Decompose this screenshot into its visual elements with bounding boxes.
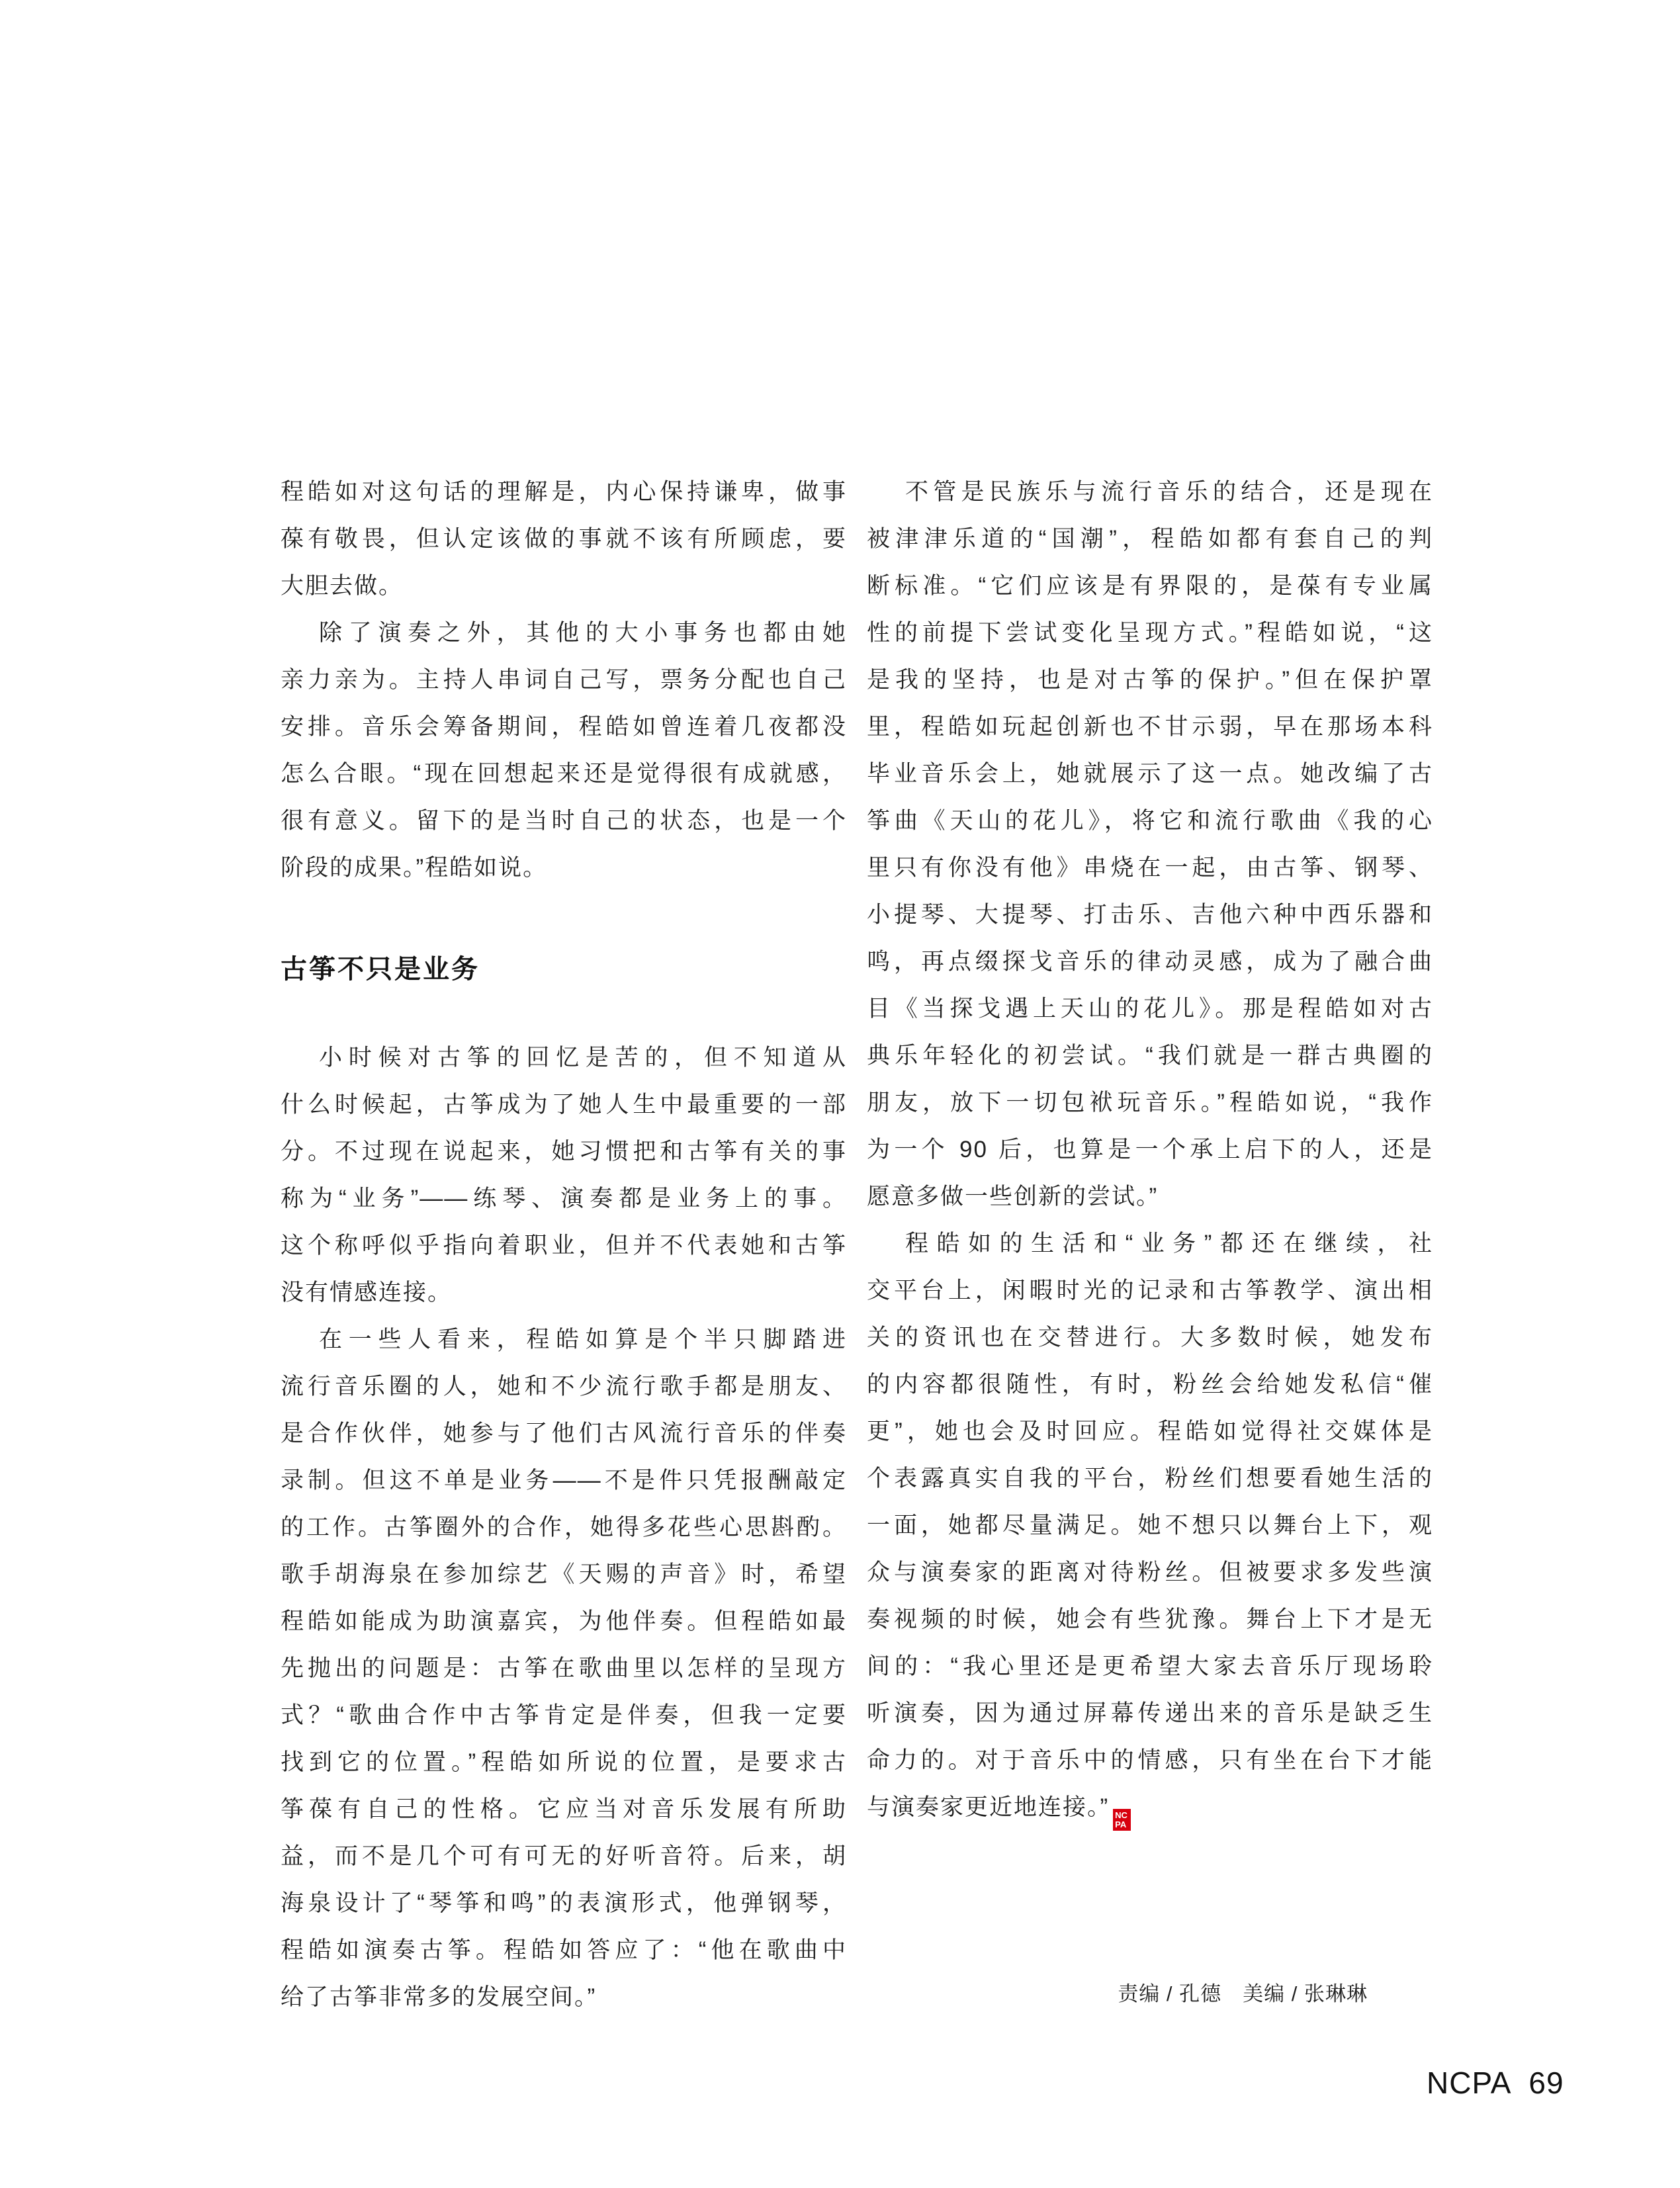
text-line: 里只有你没有他》串烧在一起，由古筝、钢琴、 <box>867 855 1433 881</box>
text-line: 式？“歌曲合作中古筝肯定是伴奏，但我一定要 <box>281 1702 847 1728</box>
text-line: 交平台上，闲暇时光的记录和古筝教学、演出相 <box>867 1278 1433 1303</box>
text-line: 断标准。“它们应该是有界限的，是葆有专业属 <box>867 573 1433 599</box>
text-line: 怎么合眼。“现在回想起来还是觉得很有成就感， <box>281 761 847 787</box>
text-line: 奏视频的时候，她会有些犹豫。舞台上下才是无 <box>867 1606 1433 1632</box>
text-line: 筝曲《天山的花儿》，将它和流行歌曲《我的心 <box>867 808 1433 834</box>
text-line: 听演奏，因为通过屏幕传递出来的音乐是缺乏生 <box>867 1700 1433 1726</box>
page-footer <box>1427 2066 1564 2100</box>
text-line: 亲力亲为。主持人串词自己写，票务分配也自己 <box>281 667 847 693</box>
text-line: 录制。但这不单是业务——不是件只凭报酬敲定 <box>281 1467 847 1493</box>
text-line: 很有意义。留下的是当时自己的状态，也是一个 <box>281 808 847 834</box>
text-line: 没有情感连接。 <box>281 1280 453 1305</box>
text-line: 是我的坚持，也是对古筝的保护。”但在保护罩 <box>867 667 1433 693</box>
text-line: 阶段的成果。”程皓如说。 <box>281 855 548 881</box>
text-line: 程皓如演奏古筝。程皓如答应了：“他在歌曲中 <box>281 1937 847 1963</box>
text-line: 鸣，再点缀探戈音乐的律动灵感，成为了融合曲 <box>867 949 1433 975</box>
text-line: 找到它的位置。”程皓如所说的位置，是要求古 <box>281 1749 847 1775</box>
text-line: 众与演奏家的距离对待粉丝。但被要求多发些演 <box>867 1559 1433 1585</box>
text-line: 的工作。古筝圈外的合作，她得多花些心思斟酌。 <box>281 1514 847 1540</box>
text-line: 程皓如对这句话的理解是，内心保持谦卑，做事 <box>281 479 847 505</box>
text-line: 个表露真实自我的平台，粉丝们想要看她生活的 <box>867 1466 1433 1491</box>
text-line: 小提琴、大提琴、打击乐、吉他六种中西乐器和 <box>867 902 1433 928</box>
text-line: 程皓如能成为助演嘉宾，为他伴奏。但程皓如最 <box>281 1608 847 1634</box>
text-line: 这个称呼似乎指向着职业，但并不代表她和古筝 <box>281 1233 847 1258</box>
text-line: 程皓如的生活和“业务”都还在继续，社 <box>905 1231 1433 1256</box>
text-line: 除了演奏之外，其他的大小事务也都由她 <box>319 620 847 646</box>
text-line: 是合作伙伴，她参与了他们古风流行音乐的伴奏 <box>281 1421 847 1446</box>
text-line: 给了古筝非常多的发展空间。” <box>281 1984 597 2010</box>
text-line: 与演奏家更近地连接。” NC PA <box>867 1784 1433 1831</box>
text-line: 称为“业务”——练琴、演奏都是业务上的事。 <box>281 1186 847 1211</box>
footer-brand: NCPA <box>1427 2066 1512 2100</box>
text-line: 典乐年轻化的初尝试。“我们就是一群古典圈的 <box>867 1043 1433 1069</box>
text-line: 大胆去做。 <box>281 573 404 599</box>
text-line: 安排。音乐会筹备期间，程皓如曾连着几夜都没 <box>281 714 847 740</box>
text-line: 间的：“我心里还是更希望大家去音乐厅现场聆 <box>867 1653 1433 1679</box>
text-line: 性的前提下尝试变化呈现方式。”程皓如说，“这 <box>867 620 1433 646</box>
text-line: 筝葆有自己的性格。它应当对音乐发展有所助 <box>281 1796 847 1822</box>
footer-page-number: 69 <box>1528 2066 1564 2100</box>
text-line: 歌手胡海泉在参加综艺《天赐的声音》时，希望 <box>281 1561 847 1587</box>
text-line: 不管是民族乐与流行音乐的结合，还是现在 <box>905 479 1433 505</box>
text-line: 流行音乐圈的人，她和不少流行歌手都是朋友、 <box>281 1374 847 1399</box>
text-line: 分。不过现在说起来，她习惯把和古筝有关的事 <box>281 1139 847 1164</box>
text-line: 被津津乐道的“国潮”，程皓如都有套自己的判 <box>867 526 1433 552</box>
text-line: 命力的。对于音乐中的情感，只有坐在台下才能 <box>867 1747 1433 1773</box>
text-line: 在一些人看来，程皓如算是个半只脚踏进 <box>319 1327 847 1352</box>
text-line: 益，而不是几个可有可无的好听音符。后来，胡 <box>281 1843 847 1869</box>
right-text-column <box>867 468 1433 1831</box>
section-heading: 古筝不只是业务 <box>281 955 480 984</box>
text-line: 关的资讯也在交替进行。大多数时候，她发布 <box>867 1325 1433 1350</box>
left-text-column <box>281 468 847 2021</box>
text-line: 毕业音乐会上，她就展示了这一点。她改编了古 <box>867 761 1433 787</box>
text-line: 海泉设计了“琴筝和鸣”的表演形式，他弹钢琴， <box>281 1890 847 1916</box>
text-line: 愿意多做一些创新的尝试。” <box>867 1184 1159 1209</box>
text-line: 先抛出的问题是：古筝在歌曲里以怎样的呈现方 <box>281 1655 847 1681</box>
text-line: 葆有敬畏，但认定该做的事就不该有所顾虑，要 <box>281 526 847 552</box>
text-line: 里，程皓如玩起创新也不甘示弱，早在那场本科 <box>867 714 1433 740</box>
text-line: 朋友，放下一切包袱玩音乐。”程皓如说，“我作 <box>867 1090 1433 1116</box>
text-line: 什么时候起，古筝成为了她人生中最重要的一部 <box>281 1092 847 1117</box>
credits-line: 责编 / 孔德 美编 / 张琳琳 <box>1118 1982 1368 2005</box>
text-line: 为一个 90 后，也算是一个承上启下的人，还是 <box>867 1137 1433 1162</box>
text-line: 更”，她也会及时回应。程皓如觉得社交媒体是 <box>867 1419 1433 1444</box>
text-line: 的内容都很随性，有时，粉丝会给她发私信“催 <box>867 1372 1433 1397</box>
text-line: 小时候对古筝的回忆是苦的，但不知道从 <box>319 1045 847 1071</box>
ncpa-end-mark-icon: NC PA <box>1113 1809 1131 1831</box>
text-line: 一面，她都尽量满足。她不想只以舞台上下，观 <box>867 1512 1433 1538</box>
text-line: 目《当探戈遇上天山的花儿》。那是程皓如对古 <box>867 996 1433 1022</box>
